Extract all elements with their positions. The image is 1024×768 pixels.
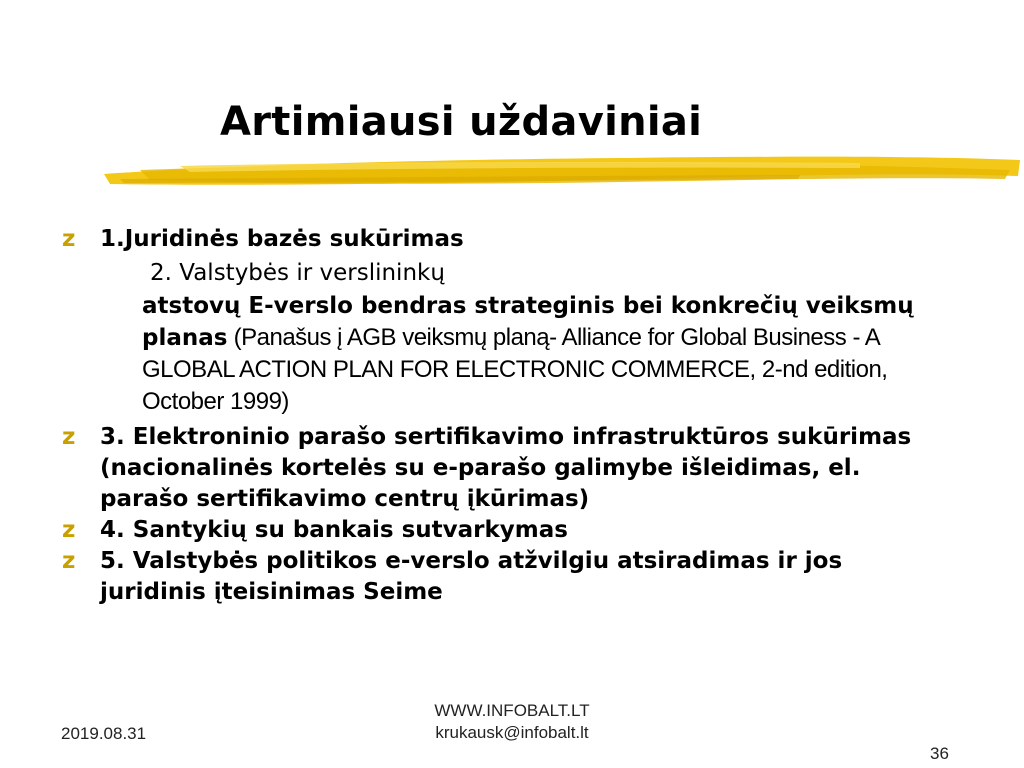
list-item-line xyxy=(100,258,942,289)
slide-title: Artimiausi uždaviniai xyxy=(220,99,703,145)
footer-date: 2019.08.31 xyxy=(61,724,147,743)
list-item xyxy=(62,515,942,546)
page-number: 36 xyxy=(930,744,949,763)
list-item-text: 1.Juridinės bazės sukūrimas xyxy=(100,226,464,252)
list-item-bold-text: atstovų E-verslo bendras strateginis bei konkrečių veiksmų planas xyxy=(142,293,914,351)
list-item xyxy=(62,224,942,255)
list-item-text: 3. Elektroninio parašo sertifikavimo infrastruktūros sukūrimas (nacionalinės kortelės su e-parašo galimybe išleidimas, el. parašo sertifikavimo centrų įkūrimas) xyxy=(100,424,912,512)
list-item-text: 4. Santykių su bankais sutvarkymas xyxy=(100,517,568,543)
list-item-text: 5. Valstybės politikos e-verslo atžvilgiu atsiradimas ir jos juridinis įteisinimas Seime xyxy=(100,548,843,605)
list-item-normal-text: (Panašus į AGB veiksmų planą- Alliance for Global Business - A GLOBAL ACTION PLAN FOR ELECTRONIC COMMERCE, 2-nd edition, October 1999) xyxy=(142,324,888,415)
list-item-line xyxy=(100,291,942,418)
list-item xyxy=(62,546,942,608)
footer-contact xyxy=(412,700,612,744)
list-item xyxy=(62,258,942,418)
bullet-marker-icon: z xyxy=(62,517,76,543)
bullet-list xyxy=(62,224,942,608)
title-underline-brush xyxy=(100,146,1024,192)
bullet-marker-icon: z xyxy=(62,548,76,574)
bullet-marker-icon: z xyxy=(62,424,76,450)
footer-website: WWW.INFOBALT.LT xyxy=(434,701,590,720)
footer-email: krukausk@infobalt.lt xyxy=(435,723,589,742)
list-item xyxy=(62,422,942,515)
bullet-marker-icon: z xyxy=(62,226,76,252)
list-item-text: 2. Valstybės ir verslininkų xyxy=(150,260,445,286)
